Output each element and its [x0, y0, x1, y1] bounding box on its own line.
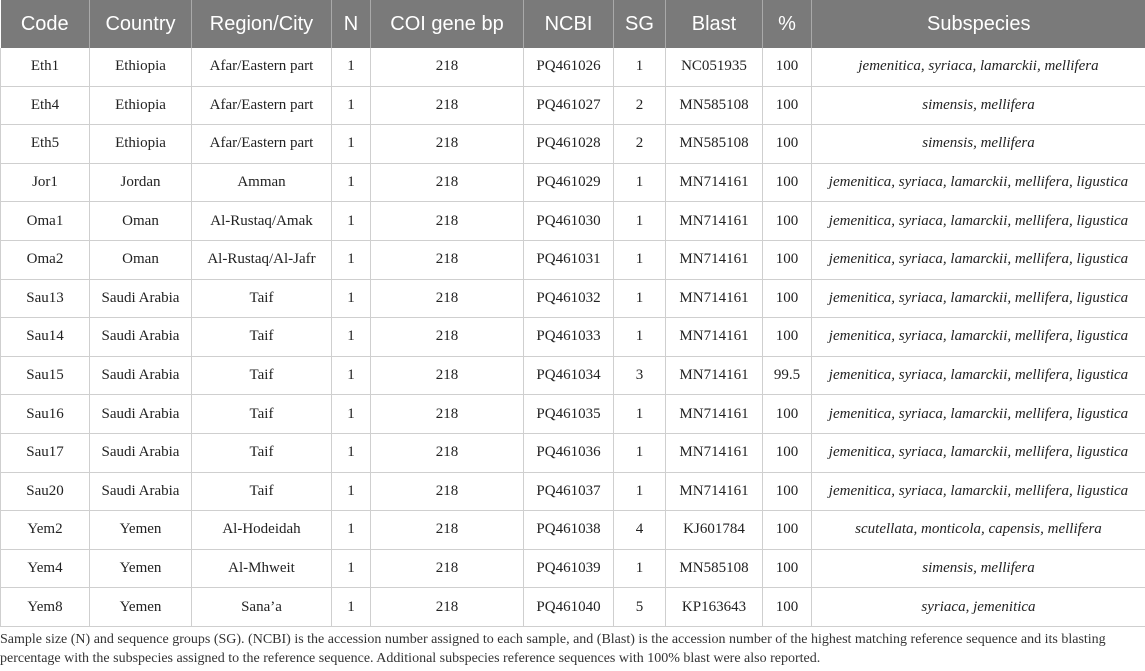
cell-ncbi: PQ461034: [524, 356, 614, 395]
cell-n: 1: [332, 86, 371, 125]
cell-code: Sau15: [1, 356, 90, 395]
cell-blast: MN714161: [666, 279, 763, 318]
cell-sg: 1: [614, 472, 666, 511]
cell-percent: 99.5: [763, 356, 812, 395]
cell-blast: MN714161: [666, 356, 763, 395]
cell-country: Ethiopia: [90, 125, 192, 164]
cell-subspecies: jemenitica, syriaca, lamarckii, mellifera, ligustica: [812, 318, 1145, 357]
column-header-ncbi: NCBI: [524, 0, 614, 48]
cell-region-city: Sana’a: [192, 588, 332, 627]
cell-region-city: Taif: [192, 395, 332, 434]
cell-sg: 1: [614, 163, 666, 202]
cell-percent: 100: [763, 86, 812, 125]
cell-coi-gene-bp: 218: [371, 163, 524, 202]
cell-coi-gene-bp: 218: [371, 240, 524, 279]
cell-coi-gene-bp: 218: [371, 356, 524, 395]
cell-region-city: Taif: [192, 433, 332, 472]
cell-ncbi: PQ461032: [524, 279, 614, 318]
cell-subspecies: jemenitica, syriaca, lamarckii, mellifera, ligustica: [812, 279, 1145, 318]
cell-sg: 1: [614, 48, 666, 86]
cell-n: 1: [332, 202, 371, 241]
cell-code: Sau14: [1, 318, 90, 357]
cell-n: 1: [332, 279, 371, 318]
cell-n: 1: [332, 318, 371, 357]
table-row: [1, 318, 1145, 357]
cell-n: 1: [332, 356, 371, 395]
cell-n: 1: [332, 240, 371, 279]
cell-blast: MN714161: [666, 433, 763, 472]
cell-n: 1: [332, 511, 371, 550]
cell-country: Saudi Arabia: [90, 395, 192, 434]
cell-coi-gene-bp: 218: [371, 279, 524, 318]
cell-region-city: Al-Rustaq/Al-Jafr: [192, 240, 332, 279]
cell-ncbi: PQ461029: [524, 163, 614, 202]
cell-subspecies: jemenitica, syriaca, lamarckii, mellifera, ligustica: [812, 240, 1145, 279]
cell-coi-gene-bp: 218: [371, 511, 524, 550]
column-header-coi-gene-bp: COI gene bp: [371, 0, 524, 48]
cell-code: Yem2: [1, 511, 90, 550]
cell-blast: MN714161: [666, 240, 763, 279]
table-row: [1, 125, 1145, 164]
cell-sg: 5: [614, 588, 666, 627]
cell-region-city: Taif: [192, 472, 332, 511]
cell-coi-gene-bp: 218: [371, 472, 524, 511]
cell-subspecies: jemenitica, syriaca, lamarckii, mellifera, ligustica: [812, 202, 1145, 241]
cell-n: 1: [332, 163, 371, 202]
cell-coi-gene-bp: 218: [371, 433, 524, 472]
cell-ncbi: PQ461031: [524, 240, 614, 279]
cell-code: Oma2: [1, 240, 90, 279]
cell-subspecies: simensis, mellifera: [812, 549, 1145, 588]
cell-coi-gene-bp: 218: [371, 48, 524, 86]
cell-ncbi: PQ461035: [524, 395, 614, 434]
cell-n: 1: [332, 549, 371, 588]
cell-region-city: Al-Mhweit: [192, 549, 332, 588]
cell-subspecies: simensis, mellifera: [812, 125, 1145, 164]
table-header-row: [1, 0, 1145, 48]
table-row: [1, 472, 1145, 511]
cell-subspecies: jemenitica, syriaca, lamarckii, mellifera, ligustica: [812, 433, 1145, 472]
cell-subspecies: jemenitica, syriaca, lamarckii, mellifera: [812, 48, 1145, 86]
cell-coi-gene-bp: 218: [371, 86, 524, 125]
cell-country: Saudi Arabia: [90, 318, 192, 357]
cell-percent: 100: [763, 279, 812, 318]
cell-code: Sau20: [1, 472, 90, 511]
table-row: [1, 163, 1145, 202]
cell-coi-gene-bp: 218: [371, 318, 524, 357]
cell-code: Oma1: [1, 202, 90, 241]
cell-sg: 2: [614, 125, 666, 164]
cell-coi-gene-bp: 218: [371, 549, 524, 588]
cell-country: Oman: [90, 202, 192, 241]
cell-blast: MN714161: [666, 163, 763, 202]
column-header-percent: %: [763, 0, 812, 48]
cell-country: Yemen: [90, 549, 192, 588]
cell-blast: MN585108: [666, 549, 763, 588]
cell-code: Eth5: [1, 125, 90, 164]
column-header-sg: SG: [614, 0, 666, 48]
table-row: [1, 433, 1145, 472]
cell-subspecies: syriaca, jemenitica: [812, 588, 1145, 627]
cell-subspecies: jemenitica, syriaca, lamarckii, mellifera, ligustica: [812, 395, 1145, 434]
cell-blast: MN714161: [666, 318, 763, 357]
cell-n: 1: [332, 48, 371, 86]
cell-percent: 100: [763, 318, 812, 357]
column-header-blast: Blast: [666, 0, 763, 48]
cell-coi-gene-bp: 218: [371, 125, 524, 164]
cell-region-city: Taif: [192, 318, 332, 357]
cell-n: 1: [332, 472, 371, 511]
cell-sg: 1: [614, 318, 666, 357]
table-row: [1, 588, 1145, 627]
cell-percent: 100: [763, 163, 812, 202]
cell-region-city: Afar/Eastern part: [192, 86, 332, 125]
cell-blast: NC051935: [666, 48, 763, 86]
cell-sg: 1: [614, 395, 666, 434]
cell-n: 1: [332, 395, 371, 434]
cell-code: Sau16: [1, 395, 90, 434]
cell-country: Saudi Arabia: [90, 356, 192, 395]
cell-code: Eth1: [1, 48, 90, 86]
table-row: [1, 356, 1145, 395]
cell-country: Ethiopia: [90, 48, 192, 86]
cell-n: 1: [332, 588, 371, 627]
column-header-code: Code: [1, 0, 90, 48]
cell-ncbi: PQ461033: [524, 318, 614, 357]
table-row: [1, 48, 1145, 86]
cell-region-city: Afar/Eastern part: [192, 125, 332, 164]
cell-blast: MN714161: [666, 472, 763, 511]
cell-blast: KJ601784: [666, 511, 763, 550]
cell-ncbi: PQ461028: [524, 125, 614, 164]
cell-percent: 100: [763, 240, 812, 279]
cell-sg: 1: [614, 279, 666, 318]
cell-code: Sau17: [1, 433, 90, 472]
cell-coi-gene-bp: 218: [371, 395, 524, 434]
cell-blast: MN714161: [666, 395, 763, 434]
cell-sg: 2: [614, 86, 666, 125]
cell-country: Yemen: [90, 588, 192, 627]
cell-blast: MN585108: [666, 86, 763, 125]
cell-sg: 1: [614, 433, 666, 472]
cell-ncbi: PQ461037: [524, 472, 614, 511]
cell-blast: MN714161: [666, 202, 763, 241]
column-header-n: N: [332, 0, 371, 48]
cell-region-city: Al-Hodeidah: [192, 511, 332, 550]
cell-country: Oman: [90, 240, 192, 279]
cell-ncbi: PQ461038: [524, 511, 614, 550]
cell-sg: 4: [614, 511, 666, 550]
cell-percent: 100: [763, 433, 812, 472]
cell-region-city: Al-Rustaq/Amak: [192, 202, 332, 241]
table-row: [1, 511, 1145, 550]
cell-sg: 1: [614, 202, 666, 241]
cell-percent: 100: [763, 202, 812, 241]
cell-code: Yem8: [1, 588, 90, 627]
cell-percent: 100: [763, 472, 812, 511]
cell-sg: 3: [614, 356, 666, 395]
cell-ncbi: PQ461039: [524, 549, 614, 588]
table-row: [1, 86, 1145, 125]
cell-ncbi: PQ461027: [524, 86, 614, 125]
cell-sg: 1: [614, 240, 666, 279]
cell-ncbi: PQ461026: [524, 48, 614, 86]
table-row: [1, 240, 1145, 279]
cell-region-city: Afar/Eastern part: [192, 48, 332, 86]
column-header-region-city: Region/City: [192, 0, 332, 48]
table-footnote: Sample size (N) and sequence groups (SG). (NCBI) is the accession number assigned to each sample, and (Blast) is the accession number of the highest matching reference sequence and its blasting percentage with the subspecies assigned to the reference sequence. Additional subspecies reference sequences with 100% blast were also reported.: [0, 632, 1106, 666]
cell-code: Yem4: [1, 549, 90, 588]
table-row: [1, 549, 1145, 588]
cell-country: Saudi Arabia: [90, 472, 192, 511]
cell-percent: 100: [763, 588, 812, 627]
cell-ncbi: PQ461040: [524, 588, 614, 627]
cell-blast: KP163643: [666, 588, 763, 627]
cell-code: Eth4: [1, 86, 90, 125]
cell-region-city: Amman: [192, 163, 332, 202]
cell-subspecies: jemenitica, syriaca, lamarckii, mellifera, ligustica: [812, 163, 1145, 202]
cell-n: 1: [332, 433, 371, 472]
table-row: [1, 279, 1145, 318]
cell-code: Jor1: [1, 163, 90, 202]
cell-coi-gene-bp: 218: [371, 202, 524, 241]
cell-sg: 1: [614, 549, 666, 588]
cell-percent: 100: [763, 511, 812, 550]
cell-code: Sau13: [1, 279, 90, 318]
table-row: [1, 202, 1145, 241]
cell-percent: 100: [763, 549, 812, 588]
cell-percent: 100: [763, 48, 812, 86]
cell-country: Jordan: [90, 163, 192, 202]
cell-subspecies: simensis, mellifera: [812, 86, 1145, 125]
cell-country: Saudi Arabia: [90, 433, 192, 472]
cell-ncbi: PQ461036: [524, 433, 614, 472]
table-body: [1, 48, 1145, 626]
cell-country: Yemen: [90, 511, 192, 550]
cell-subspecies: jemenitica, syriaca, lamarckii, mellifera, ligustica: [812, 472, 1145, 511]
cell-region-city: Taif: [192, 279, 332, 318]
cell-coi-gene-bp: 218: [371, 588, 524, 627]
cell-blast: MN585108: [666, 125, 763, 164]
column-header-country: Country: [90, 0, 192, 48]
cell-region-city: Taif: [192, 356, 332, 395]
cell-percent: 100: [763, 125, 812, 164]
cell-subspecies: jemenitica, syriaca, lamarckii, mellifera, ligustica: [812, 356, 1145, 395]
cell-country: Saudi Arabia: [90, 279, 192, 318]
cell-n: 1: [332, 125, 371, 164]
cell-subspecies: scutellata, monticola, capensis, mellifera: [812, 511, 1145, 550]
cell-country: Ethiopia: [90, 86, 192, 125]
table-row: [1, 395, 1145, 434]
cell-ncbi: PQ461030: [524, 202, 614, 241]
column-header-subspecies: Subspecies: [812, 0, 1145, 48]
cell-percent: 100: [763, 395, 812, 434]
